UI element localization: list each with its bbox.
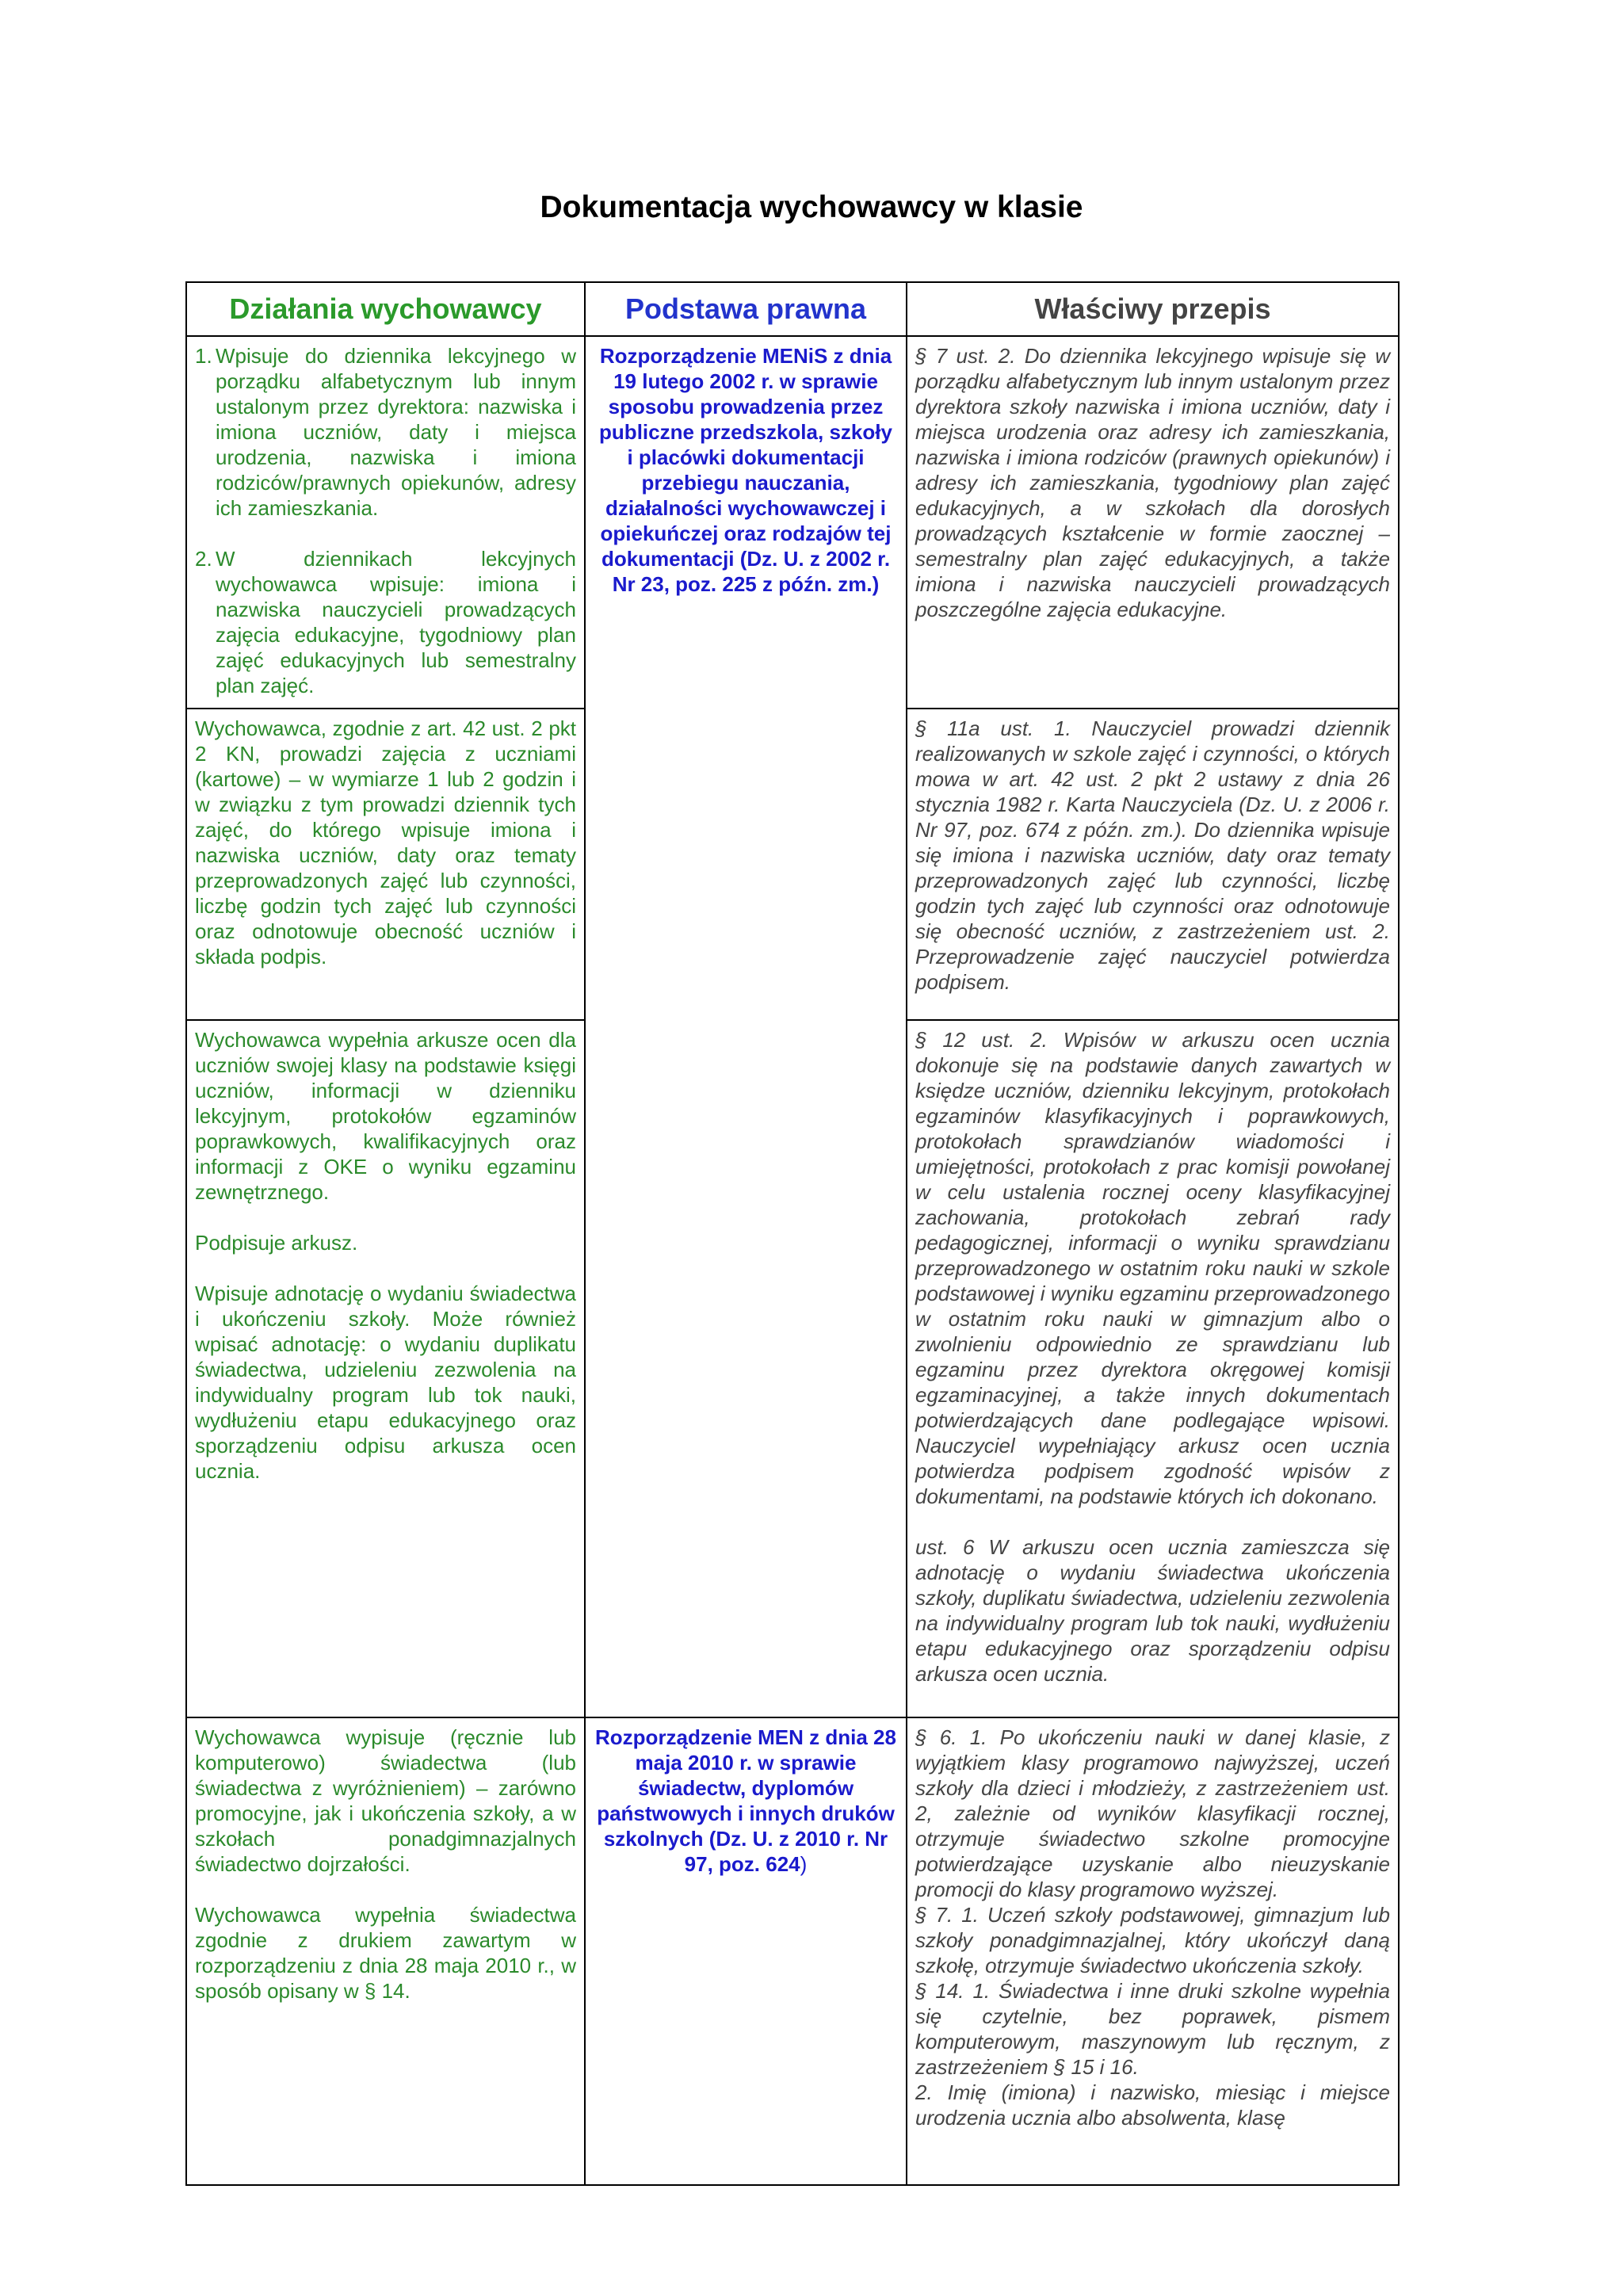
page-title: Dokumentacja wychowawcy w klasie xyxy=(540,190,1083,224)
provision-text: 2. Imię (imiona) i nazwisko, miesiąc i miejsce urodzenia ucznia albo absolwenta, klasę xyxy=(915,2080,1390,2130)
provision-cell xyxy=(907,336,1399,709)
item-number: 2. xyxy=(195,547,212,571)
item-number: 1. xyxy=(195,344,212,368)
legal-basis-text: Rozporządzenie MENiS z dnia 19 lutego 2002 r. w sprawie sposobu prowadzenia przez publiczne przedszkola, szkoły i placówki dokumentacji przebiegu nauczania, działalności wychowawczej i opiekuńczej oraz rodzajów tej dokumentacji (Dz. U. z 2002 r. Nr 23, poz. 225 z późn. zm.) xyxy=(599,344,892,596)
list-item xyxy=(195,343,576,521)
provision-cell xyxy=(907,1020,1399,1717)
action-text: Wychowawca wypełnia arkusze ocen dla uczniów swojej klasy na podstawie księgi uczniów, informacji w dzienniku lekcyjnym, protokołów egzaminów poprawkowych, kwalifikacyjnych oraz informacji z OKE o wyniku egzaminu zewnętrznego. xyxy=(195,1028,576,1204)
actions-list xyxy=(195,343,576,698)
actions-cell xyxy=(186,1020,585,1717)
header-actions: Działania wychowawcy xyxy=(186,282,585,336)
legal-basis-cell xyxy=(585,336,907,1717)
provision-text: § 7. 1. Uczeń szkoły podstawowej, gimnazjum lub szkoły ponadgimnazjalnej, który ukończył daną szkołę, otrzymuje świadectwo ukończenia szkoły. xyxy=(915,1903,1390,1977)
provision-text: § 6. 1. Po ukończeniu nauki w danej klasie, z wyjątkiem klasy programowo najwyższej, uczeń szkoły dla dzieci i młodzieży, z zastrzeżeniem ust. 2, zależnie od wyników klasyfikacji rocznej, otrzymuje świadectwo szkolne promocyjne potwierdzające uzyskanie albo nieuzyskanie promocji do klasy programowo wyższej. xyxy=(915,1725,1390,1901)
header-legal-basis: Podstawa prawna xyxy=(585,282,907,336)
legal-basis-cell xyxy=(585,1717,907,2185)
table-row xyxy=(186,336,1399,709)
list-item xyxy=(195,546,576,698)
legal-basis-bold: Rozporządzenie MEN z dnia 28 maja 2010 r. w sprawie świadectw, dyplomów państwowych i innych druków szkolnych (Dz. U. z 2010 r. Nr 97, poz. 624 xyxy=(595,1725,896,1876)
action-text: Podpisuje arkusz. xyxy=(195,1231,358,1255)
action-text: Wychowawca wypełnia świadectwa zgodnie z drukiem zawartym w rozporządzeniu z dnia 28 maja 2010 r., w sposób opisany w § 14. xyxy=(195,1903,576,2003)
item-text: W dziennikach lekcyjnych wychowawca wpisuje: imiona i nazwiska nauczycieli prowadzących zajęcia edukacyjne, tygodniowy plan zajęć edukacyjnych lub semestralny plan zajęć. xyxy=(216,547,576,697)
table-header-row xyxy=(186,282,1399,336)
header-provision: Właściwy przepis xyxy=(907,282,1399,336)
table-row xyxy=(186,1717,1399,2185)
provision-text: § 12 ust. 2. Wpisów w arkuszu ocen ucznia dokonuje się na podstawie danych zawartych w księdze uczniów, dzienniku lekcyjnym, protokołach egzaminów klasyfikacyjnych i poprawkowych, protokołach sprawdzianów wiadomości i umiejętności, protokołach z prac komisji powołanej w celu ustalenia rocznej oceny klasyfikacyjnej zachowania, protokołach zebrań rady pedagogicznej, informacji o wyniku sprawdzianu przeprowadzonego w ostatnim roku nauki w szkole podstawowej i wyniku egzaminu przeprowadzonego w ostatnim roku nauki w gimnazjum albo o zwolnieniu odpowiednio ze sprawdzianu lub egzaminu przez dyrektora okręgowej komisji egzaminacyjnej, a także innych dokumentach potwierdzających dane podlegające wpisowi. Nauczyciel wypełniający arkusz ocen ucznia potwierdza podpisem zgodność wpisów z dokumentami, na podstawie których ich dokonano. xyxy=(915,1028,1390,1508)
actions-cell xyxy=(186,709,585,1020)
provision-cell xyxy=(907,1717,1399,2185)
item-text: Wpisuje do dziennika lekcyjnego w porządku alfabetycznym lub innym ustalonym przez dyrektora: nazwiska i imiona uczniów, daty i miejsca urodzenia, nazwiska i imiona rodziców/prawnych opiekunów, adresy ich zamieszkania. xyxy=(216,344,576,520)
legal-basis-tail: ) xyxy=(800,1852,808,1876)
actions-cell xyxy=(186,336,585,709)
provision-text: § 11a ust. 1. Nauczyciel prowadzi dziennik realizowanych w szkole zajęć i czynności, o których mowa w art. 42 ust. 2 pkt 2 ustawy z dnia 26 stycznia 1982 r. Karta Nauczyciela (Dz. U. z 2006 r. Nr 97, poz. 674 z późn. zm.). Do dziennika wpisuje się imiona i nazwiska uczniów, daty oraz tematy przeprowadzonych zajęć lub czynności, liczbę godzin tych zajęć lub czynności oraz odnotowuje się obecność uczniów, z zastrzeżeniem ust. 2. Przeprowadzenie zajęć nauczyciel potwierdza podpisem. xyxy=(915,716,1390,994)
legal-basis-text xyxy=(594,1725,898,1877)
provision-text: § 14. 1. Świadectwa i inne druki szkolne wypełnia się czytelnie, bez poprawek, pismem komputerowym, maszynowym lub ręcznym, z zastrzeżeniem § 15 i 16. xyxy=(915,1979,1390,2079)
documentation-table xyxy=(185,281,1400,2186)
actions-cell xyxy=(186,1717,585,2185)
provision-cell xyxy=(907,709,1399,1020)
action-text: Wychowawca wypisuje (ręcznie lub komputerowo) świadectwa (lub świadectwa z wyróżnieniem) – zarówno promocyjne, jak i ukończenia szkoły, a w szkołach ponadgimnazjalnych świadectwo dojrzałości. xyxy=(195,1725,576,1876)
provision-text: § 7 ust. 2. Do dziennika lekcyjnego wpisuje się w porządku alfabetycznym lub innym ustalonym przez dyrektora szkoły nazwiska i imiona uczniów, daty i miejsca urodzenia oraz adresy ich zamieszkania, nazwiska i imiona rodziców (prawnych opiekunów) i adresy ich zamieszkania, tygodniowy plan zajęć edukacyjnych, a w szkołach dla dorosłych prowadzących kształcenie w formie zaocznej – semestralny plan zajęć edukacyjnych, a także imiona i nazwiska nauczycieli prowadzących poszczególne zajęcia edukacyjne. xyxy=(915,344,1390,621)
action-text: Wychowawca, zgodnie z art. 42 ust. 2 pkt 2 KN, prowadzi zajęcia z uczniami (kartowe) – w wymiarze 1 lub 2 godzin i w związku z tym prowadzi dziennik tych zajęć, do którego wpisuje imiona i nazwiska uczniów, daty oraz tematy przeprowadzonych zajęć lub czynności, liczbę godzin tych zajęć lub czynności oraz odnotowuje obecność uczniów i składa podpis. xyxy=(195,716,576,968)
action-text: Wpisuje adnotację o wydaniu świadectwa i ukończeniu szkoły. Może również wpisać adnotację: o wydaniu duplikatu świadectwa, udzieleniu zezwolenia na indywidualny program lub tok nauki, wydłużeniu etapu edukacyjnego oraz sporządzeniu odpisu arkusza ocen ucznia. xyxy=(195,1282,576,1483)
provision-text: ust. 6 W arkuszu ocen ucznia zamieszcza się adnotację o wydaniu świadectwa ukończenia szkoły, duplikatu świadectwa, udzieleniu zezwolenia na indywidualny program lub tok nauki, wydłużeniu etapu edukacyjnego oraz sporządzeniu odpisu arkusza ocen ucznia. xyxy=(915,1535,1390,1686)
